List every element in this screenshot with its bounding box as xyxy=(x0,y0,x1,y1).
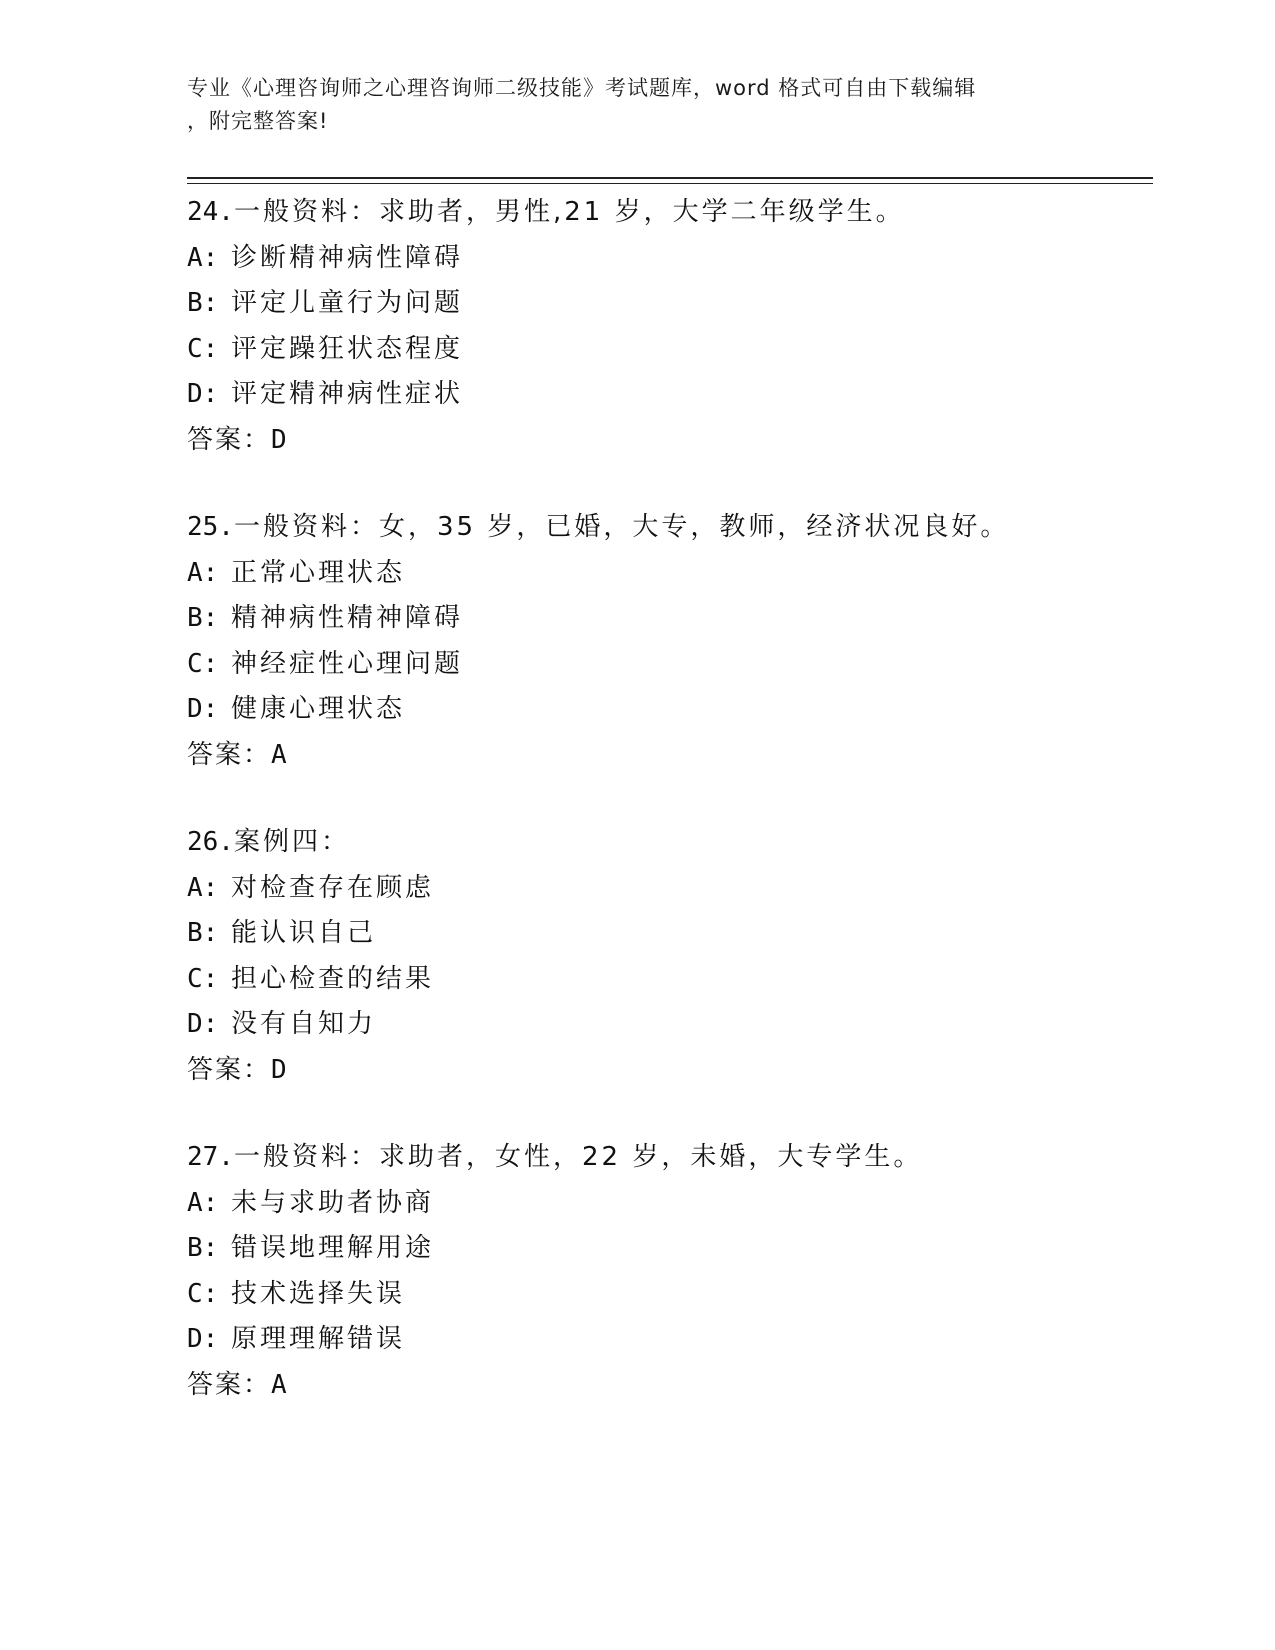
option-letter: B: xyxy=(187,918,219,948)
option-letter: A: xyxy=(187,242,219,273)
option-letter: D: xyxy=(187,1324,219,1354)
option-text: 评定躁狂状态程度 xyxy=(231,333,464,364)
option-d xyxy=(187,1317,1153,1363)
option-text: 对检查存在顾虑 xyxy=(231,872,435,903)
document-header xyxy=(187,72,1067,138)
question-text: 一般资料：女，35 岁，已婚，大专，教师，经济状况良好。 xyxy=(233,512,1010,542)
header-line-1: 专业《心理咨询师之心理咨询师二级技能》考试题库，word 格式可自由下载编辑 xyxy=(187,76,977,100)
option-letter: D: xyxy=(187,694,219,724)
option-letter: B: xyxy=(187,603,219,633)
option-text: 技术选择失误 xyxy=(231,1278,406,1309)
option-letter: B: xyxy=(187,1233,219,1263)
answer-line xyxy=(187,733,1153,779)
option-a xyxy=(187,236,1153,282)
option-letter: A: xyxy=(187,1187,219,1218)
answer-label: 答案： xyxy=(187,739,272,770)
header-line-2: ，附完整答案! xyxy=(187,109,329,133)
option-letter: A: xyxy=(187,872,219,903)
question-list xyxy=(187,190,1153,1450)
answer-line xyxy=(187,418,1153,464)
answer-line xyxy=(187,1048,1153,1094)
option-c xyxy=(187,1272,1153,1318)
option-a xyxy=(187,866,1153,912)
header-divider-thick xyxy=(187,177,1153,179)
answer-line xyxy=(187,1363,1153,1409)
option-letter: A: xyxy=(187,557,219,588)
option-text: 评定精神病性症状 xyxy=(231,379,464,409)
option-text: 健康心理状态 xyxy=(231,694,406,724)
option-b xyxy=(187,1226,1153,1272)
question-text: 案例四： xyxy=(233,827,350,857)
option-text: 诊断精神病性障碍 xyxy=(231,242,464,273)
question-text: 一般资料：求助者，男性,21 岁，大学二年级学生。 xyxy=(233,197,905,227)
option-text: 担心检查的结果 xyxy=(231,963,435,994)
answer-label: 答案： xyxy=(187,1369,272,1400)
option-text: 原理理解错误 xyxy=(231,1324,406,1354)
header-divider-thin xyxy=(187,183,1153,184)
option-letter: D: xyxy=(187,379,219,409)
option-b xyxy=(187,281,1153,327)
option-d xyxy=(187,372,1153,418)
answer-value: A xyxy=(271,1369,287,1400)
option-text: 错误地理解用途 xyxy=(231,1233,435,1263)
answer-value: D xyxy=(271,1054,287,1085)
option-a xyxy=(187,551,1153,597)
question-item xyxy=(187,190,1153,463)
option-text: 正常心理状态 xyxy=(231,557,406,588)
answer-label: 答案： xyxy=(187,424,272,455)
option-c xyxy=(187,642,1153,688)
option-d xyxy=(187,1002,1153,1048)
question-item xyxy=(187,1135,1153,1408)
option-d xyxy=(187,687,1153,733)
option-c xyxy=(187,957,1153,1003)
option-letter: B: xyxy=(187,288,219,318)
option-b xyxy=(187,911,1153,957)
question-number: 24. xyxy=(187,197,234,227)
option-text: 精神病性精神障碍 xyxy=(231,603,464,633)
question-stem xyxy=(187,820,1153,866)
option-text: 评定儿童行为问题 xyxy=(231,288,464,318)
option-letter: C: xyxy=(187,648,219,679)
option-letter: C: xyxy=(187,963,219,994)
question-text: 一般资料：求助者，女性，22 岁，未婚，大专学生。 xyxy=(233,1142,923,1172)
option-text: 没有自知力 xyxy=(231,1009,377,1039)
option-text: 能认识自己 xyxy=(231,918,377,948)
question-number: 25. xyxy=(187,512,234,542)
question-number: 26. xyxy=(187,827,234,857)
answer-label: 答案： xyxy=(187,1054,272,1085)
option-c xyxy=(187,327,1153,373)
question-stem xyxy=(187,505,1153,551)
question-number: 27. xyxy=(187,1142,234,1172)
question-stem xyxy=(187,1135,1153,1181)
answer-value: D xyxy=(271,424,287,455)
option-letter: C: xyxy=(187,1278,219,1309)
option-a xyxy=(187,1181,1153,1227)
option-text: 未与求助者协商 xyxy=(231,1187,435,1218)
question-item xyxy=(187,820,1153,1093)
option-letter: C: xyxy=(187,333,219,364)
option-text: 神经症性心理问题 xyxy=(231,648,464,679)
question-stem xyxy=(187,190,1153,236)
option-letter: D: xyxy=(187,1009,219,1039)
option-b xyxy=(187,596,1153,642)
answer-value: A xyxy=(271,739,287,770)
question-item xyxy=(187,505,1153,778)
